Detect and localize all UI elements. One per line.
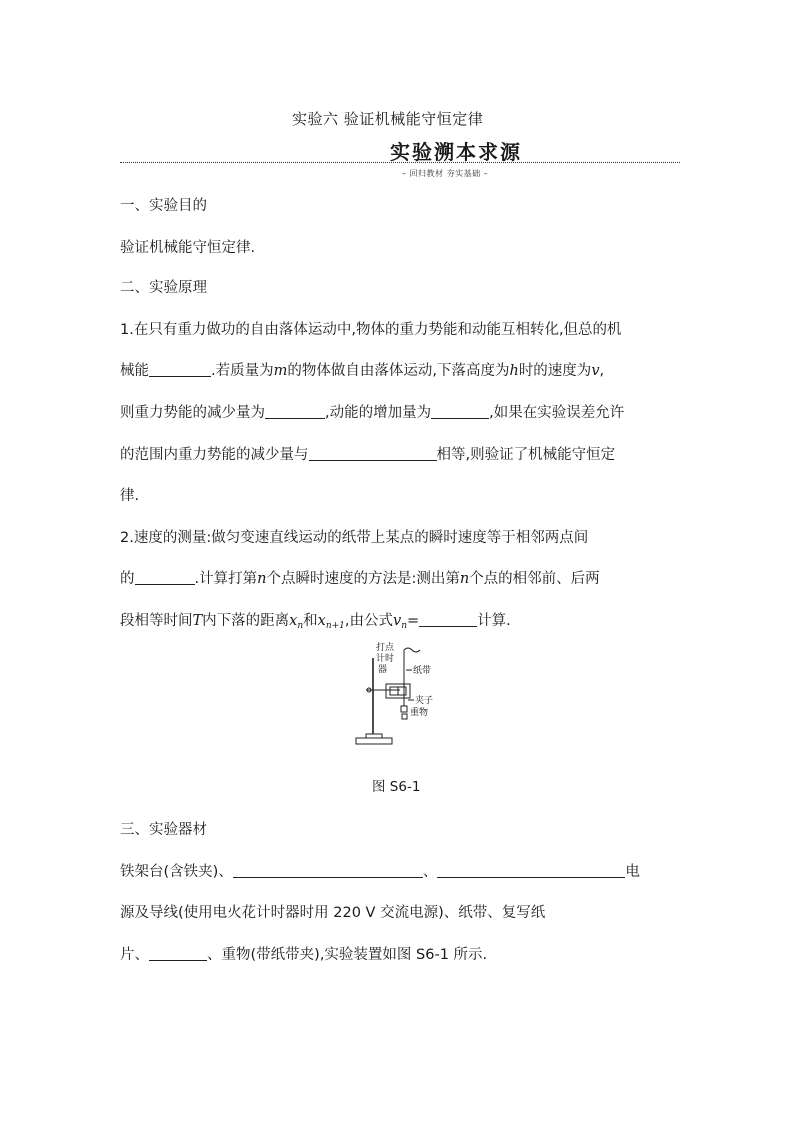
principle-1-line-5: 律. — [120, 488, 140, 504]
answer-blank — [233, 863, 423, 879]
answer-blank — [135, 570, 195, 586]
stand-foot — [366, 734, 382, 738]
section-2-heading: 二、实验原理 — [120, 280, 207, 296]
section-1-heading: 一、实验目的 — [120, 198, 207, 214]
principle-1-line-1: 1.在只有重力做功的自由落体运动中,物体的重力势能和动能互相转化,但总的机 — [120, 322, 622, 338]
apparatus-figure — [352, 640, 442, 755]
stand-base — [356, 738, 392, 744]
label-timer-1: 打点 — [376, 643, 395, 653]
materials-line-2: 源及导线(使用电火花计时器时用 220 V 交流电源)、纸带、复写纸 — [120, 905, 546, 921]
answer-blank — [419, 612, 477, 628]
page-title: 实验六 验证机械能守恒定律 — [292, 110, 484, 128]
answer-blank — [431, 404, 489, 420]
principle-2-line-1: 2.速度的测量:做匀变速直线运动的纸带上某点的瞬时速度等于相邻两点间 — [120, 530, 589, 546]
label-timer-2: 计时 — [376, 654, 395, 664]
answer-blank — [149, 362, 211, 378]
section-1-text: 验证机械能守恒定律. — [120, 240, 256, 256]
label-timer-3: 器 — [378, 665, 388, 675]
materials-line-3: 片、 、重物(带纸带夹),实验装置如图 S6-1 所示. — [120, 947, 488, 963]
banner-divider — [120, 162, 680, 163]
answer-blank — [149, 946, 207, 962]
figure-caption: 图 S6-1 — [372, 779, 421, 795]
tape-curl — [404, 648, 420, 652]
banner-subtitle: – 回归教材 夯实基础 – — [402, 169, 489, 178]
principle-1-line-4: 的范围内重力势能的减少量与 相等,则验证了机械能守恒定 — [120, 447, 616, 463]
label-tape: 纸带 — [413, 666, 432, 676]
materials-line-1: 铁架台(含铁夹)、 、 电 — [120, 864, 640, 880]
label-clip: 夹子 — [415, 696, 434, 706]
principle-2-line-2: 的 .计算打第n个点瞬时速度的方法是:测出第n个点的相邻前、后两 — [120, 571, 600, 587]
answer-blank — [309, 446, 437, 462]
section-banner: 实验溯本求源 — [390, 140, 522, 164]
principle-1-line-3: 则重力势能的减少量为 ,动能的增加量为 ,如果在实验误差允许 — [120, 405, 625, 421]
weight-block — [402, 714, 407, 719]
principle-2-line-3: 段相等时间T内下落的距离$x_n$和$x_{n+1}$,由公式$v_n=$ 计算. — [120, 613, 511, 631]
section-3-heading: 三、实验器材 — [120, 822, 207, 838]
label-weight: 重物 — [410, 708, 429, 718]
answer-blank — [265, 404, 325, 420]
answer-blank — [437, 863, 625, 879]
principle-1-line-2: 械能 .若质量为m的物体做自由落体运动,下落高度为h时的速度为v, — [120, 363, 605, 379]
weight-clip — [401, 706, 407, 712]
